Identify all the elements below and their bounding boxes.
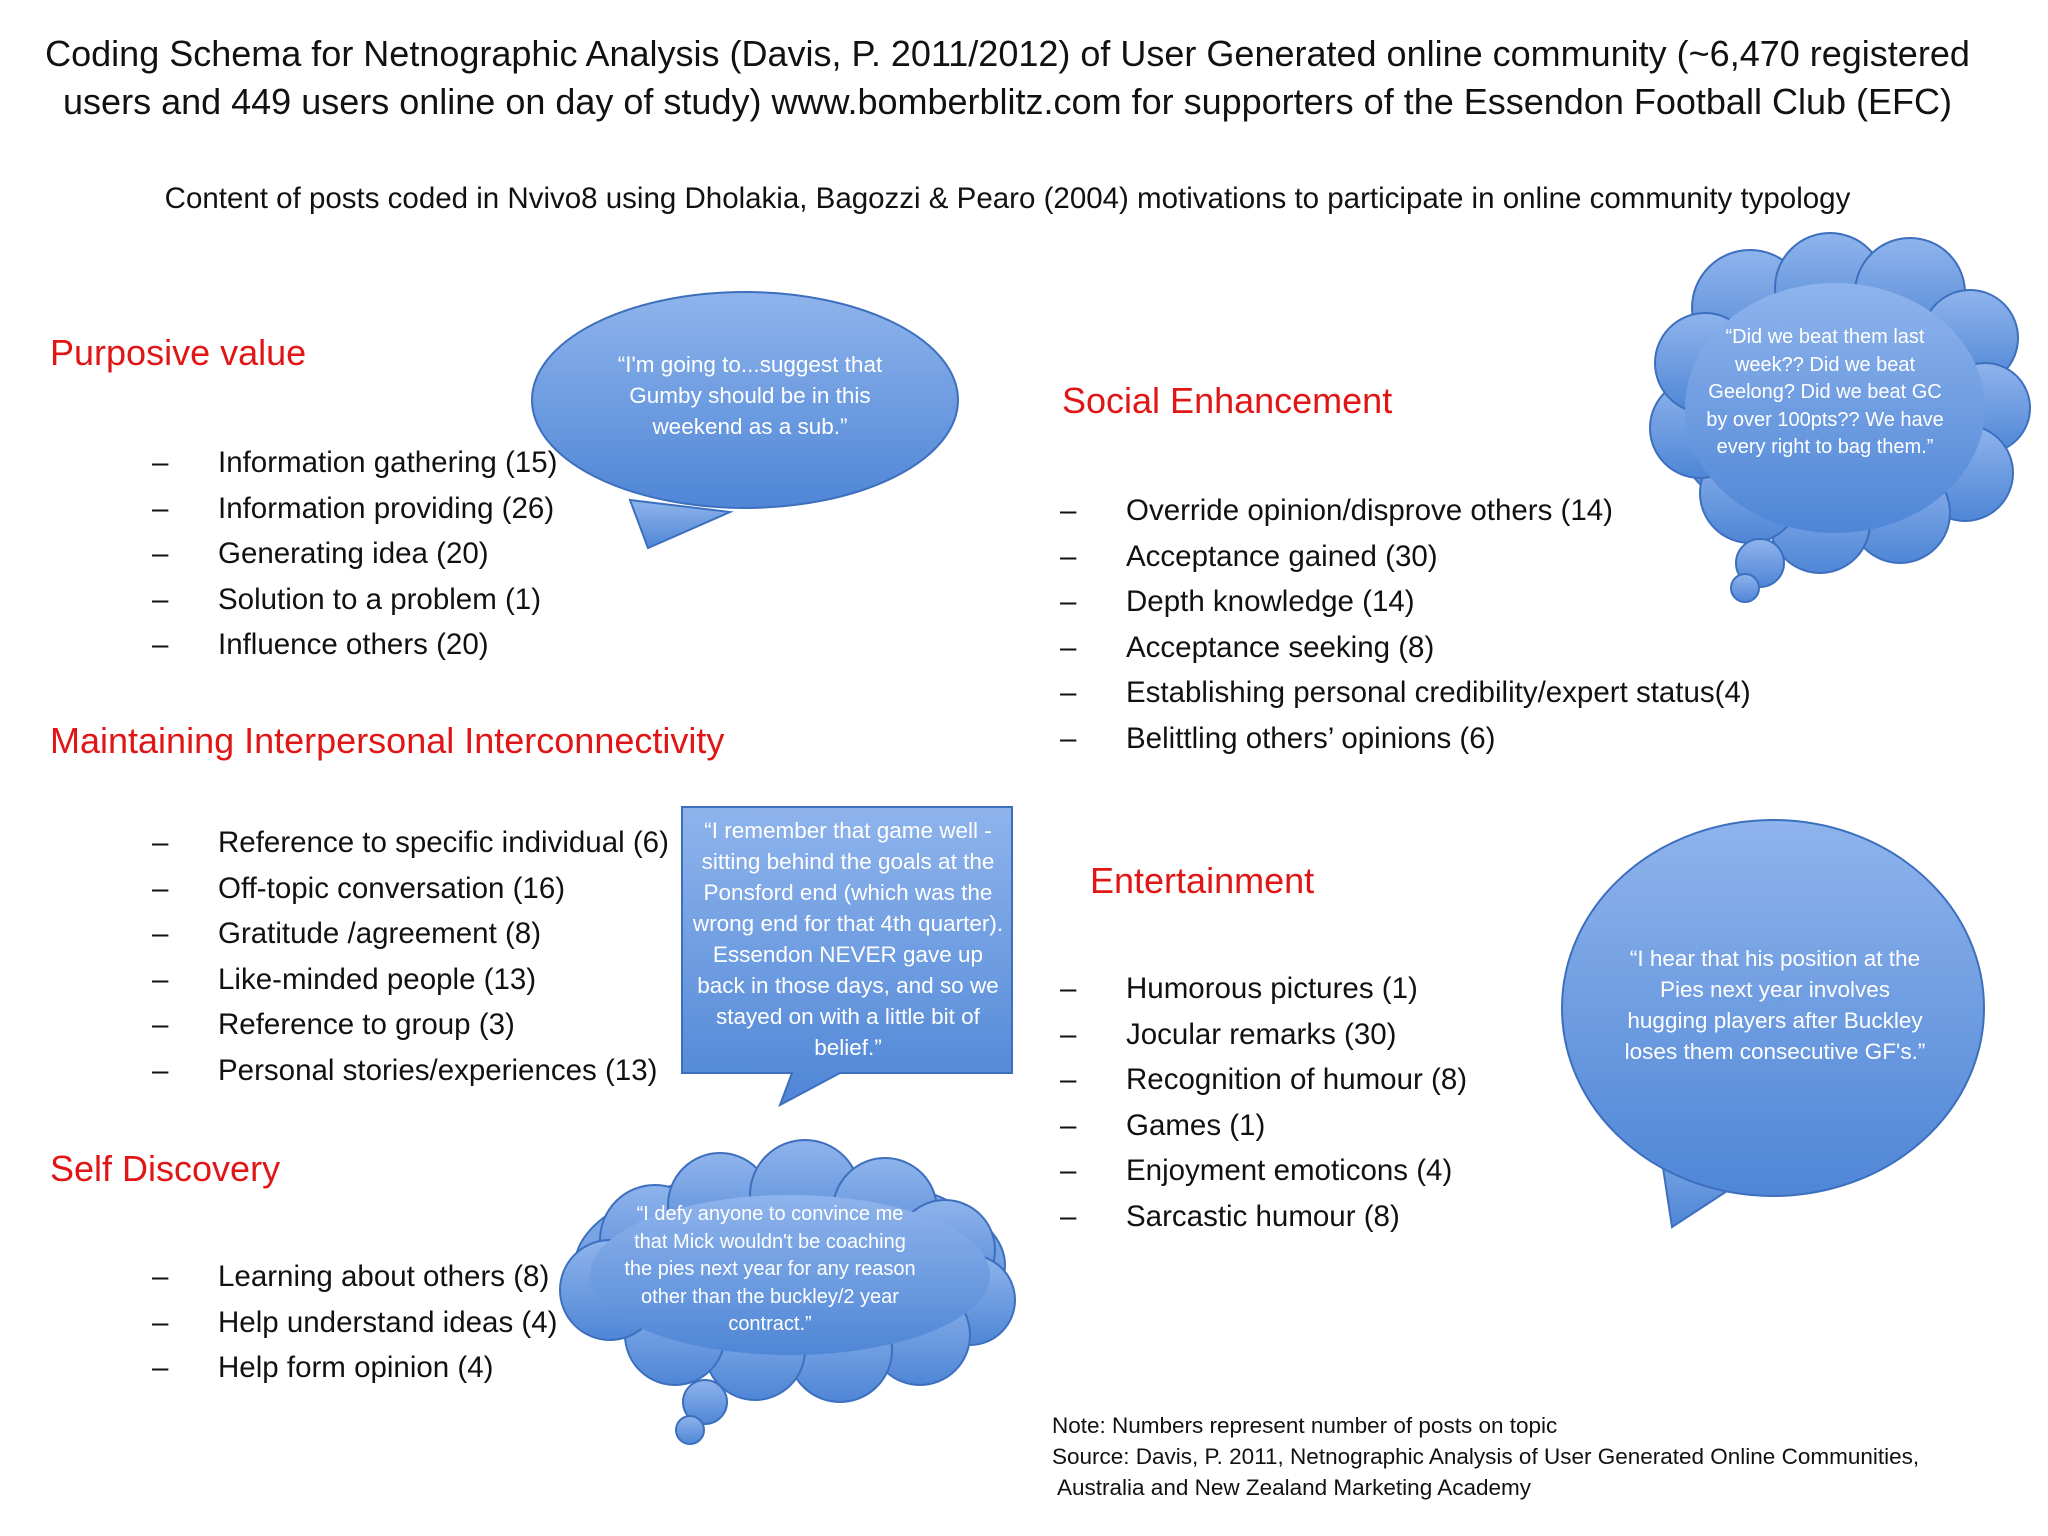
list-interpersonal-interconnectivity: [152, 820, 669, 1093]
list-item: [1060, 716, 1751, 762]
bullet-dash: –: [152, 1351, 169, 1384]
list-item: [152, 486, 557, 532]
list-item: [1060, 625, 1751, 671]
list-item-label: Generating idea (20): [218, 537, 489, 570]
list-item-label: Learning about others (8): [218, 1260, 550, 1293]
bullet-dash: –: [152, 826, 169, 859]
list-item: [152, 820, 669, 866]
quote-social-enhancement: “Did we beat them last week?? Did we beat Geelong? Did we beat GC by over 100pts?? We have every right to bag them.”: [1706, 326, 1944, 459]
list-item: [152, 911, 669, 957]
list-item-label: Reference to group (3): [218, 1008, 515, 1041]
heading-entertainment: Entertainment: [1090, 860, 1315, 901]
list-item-label: Jocular remarks (30): [1126, 1017, 1397, 1051]
list-item-label: Reference to specific individual (6): [218, 826, 669, 859]
list-item: [152, 957, 669, 1003]
bullet-dash: –: [152, 582, 169, 616]
list-item: [1060, 1103, 1467, 1149]
list-item: [1060, 670, 1751, 716]
list-item-label: Help understand ideas (4): [218, 1305, 558, 1339]
note-line-1: Note: Numbers represent number of posts on topic: [1052, 1413, 1558, 1438]
note-line-3: Australia and New Zealand Marketing Academy: [1052, 1475, 1532, 1500]
list-item: [1060, 966, 1467, 1012]
list-item: [152, 440, 557, 486]
list-item-label: Gratitude /agreement (8): [218, 917, 542, 950]
list-item: [152, 1254, 557, 1300]
list-item-label: Information gathering (15): [218, 446, 558, 479]
list-item: [152, 1300, 557, 1346]
list-item-label: Influence others (20): [218, 628, 489, 661]
quote-interpersonal: “I remember that game well - sitting behind the goals at the Ponsford end (which was the wrong end for that 4th quarter). Essendon NEVER gave up back in those days, and so we stayed on with a little bit of belief.”: [692, 818, 1004, 1060]
page-title: Coding Schema for Netnographic Analysis (Davis, P. 2011/2012) of User Generated online community (~6,470 registered users and 449 users online on day of study) www.bomberblitz.com for supporters of the Essendon Football Club (EFC): [45, 33, 1970, 122]
list-item: [152, 1345, 557, 1391]
bullet-dash: –: [152, 1053, 169, 1087]
list-item: [152, 622, 557, 668]
list-item-label: Solution to a problem (1): [218, 582, 542, 616]
page-subtitle: Content of posts coded in Nvivo8 using Dholakia, Bagozzi & Pearo (2004) motivations to participate in online community typology: [164, 182, 1851, 215]
list-purposive-value: [152, 440, 557, 668]
list-item-label: Humorous pictures (1): [1126, 972, 1418, 1005]
bullet-dash: –: [152, 1260, 169, 1293]
bullet-dash: –: [152, 1305, 169, 1339]
bullet-dash: –: [152, 628, 169, 661]
list-item: [152, 531, 557, 577]
list-item: [1060, 1148, 1467, 1194]
bullet-dash: –: [1060, 1154, 1077, 1187]
bullet-dash: –: [1060, 972, 1077, 1005]
list-item: [1060, 1057, 1467, 1103]
list-item-label: Belittling others’ opinions (6): [1126, 721, 1496, 755]
quote-self-discovery: “I defy anyone to convince me that Mick wouldn't be coaching the pies next year for any reason other than the buckley/2 year contract.”: [624, 1203, 916, 1336]
bullet-dash: –: [152, 537, 169, 570]
list-item-label: Recognition of humour (8): [1126, 1063, 1468, 1096]
heading-purposive-value: Purposive value: [50, 332, 307, 373]
list-self-discovery: [152, 1254, 557, 1391]
list-item-label: Games (1): [1126, 1108, 1266, 1142]
bullet-dash: –: [152, 871, 169, 905]
bullet-dash: –: [1060, 676, 1077, 709]
list-item-label: Acceptance seeking (8): [1126, 630, 1435, 664]
quote-entertainment: “I hear that his position at the Pies next year involves hugging players after Buckley loses them consecutive GF's.”: [1624, 946, 1926, 1064]
bullet-dash: –: [1060, 721, 1077, 755]
bullet-dash: –: [1060, 1108, 1077, 1142]
list-item-label: Information providing (26): [218, 491, 555, 525]
list-item-label: Establishing personal credibility/expert status(4): [1126, 676, 1751, 709]
bullet-dash: –: [152, 962, 169, 996]
list-item-label: Personal stories/experiences (13): [218, 1053, 658, 1087]
list-item: [152, 577, 557, 623]
source-note: [1052, 1410, 1919, 1503]
list-item: [152, 866, 669, 912]
bullet-dash: –: [1060, 630, 1077, 664]
list-item-label: Override opinion/disprove others (14): [1126, 494, 1613, 527]
list-entertainment: [1060, 966, 1467, 1239]
bullet-dash: –: [152, 446, 169, 479]
bullet-dash: –: [152, 491, 169, 525]
list-item: [1060, 1012, 1467, 1058]
list-item: [1060, 1194, 1467, 1240]
bullet-dash: –: [152, 917, 169, 950]
list-item-label: Acceptance gained (30): [1126, 539, 1438, 573]
list-item: [152, 1048, 669, 1094]
note-line-2: Source: Davis, P. 2011, Netnographic Analysis of User Generated Online Communities,: [1052, 1444, 1920, 1469]
bullet-dash: –: [1060, 585, 1077, 618]
heading-social-enhancement: Social Enhancement: [1062, 380, 1393, 421]
list-item-label: Sarcastic humour (8): [1126, 1199, 1400, 1233]
heading-self-discovery: Self Discovery: [50, 1148, 281, 1189]
bullet-dash: –: [1060, 539, 1077, 573]
bullet-dash: –: [1060, 1063, 1077, 1096]
list-item-label: Like-minded people (13): [218, 962, 537, 996]
list-item-label: Enjoyment emoticons (4): [1126, 1154, 1453, 1187]
bullet-dash: –: [1060, 1017, 1077, 1051]
heading-interpersonal-interconnectivity: Maintaining Interpersonal Interconnectivity: [50, 720, 725, 761]
bullet-dash: –: [1060, 1199, 1077, 1233]
bullet-dash: –: [1060, 494, 1077, 527]
list-item: [152, 1002, 669, 1048]
bullet-dash: –: [152, 1008, 169, 1041]
list-item-label: Help form opinion (4): [218, 1351, 494, 1384]
list-item-label: Off-topic conversation (16): [218, 871, 566, 905]
list-item-label: Depth knowledge (14): [1126, 585, 1415, 618]
quote-purposive: “I'm going to...suggest that Gumby should be in this weekend as a sub.”: [617, 351, 883, 439]
